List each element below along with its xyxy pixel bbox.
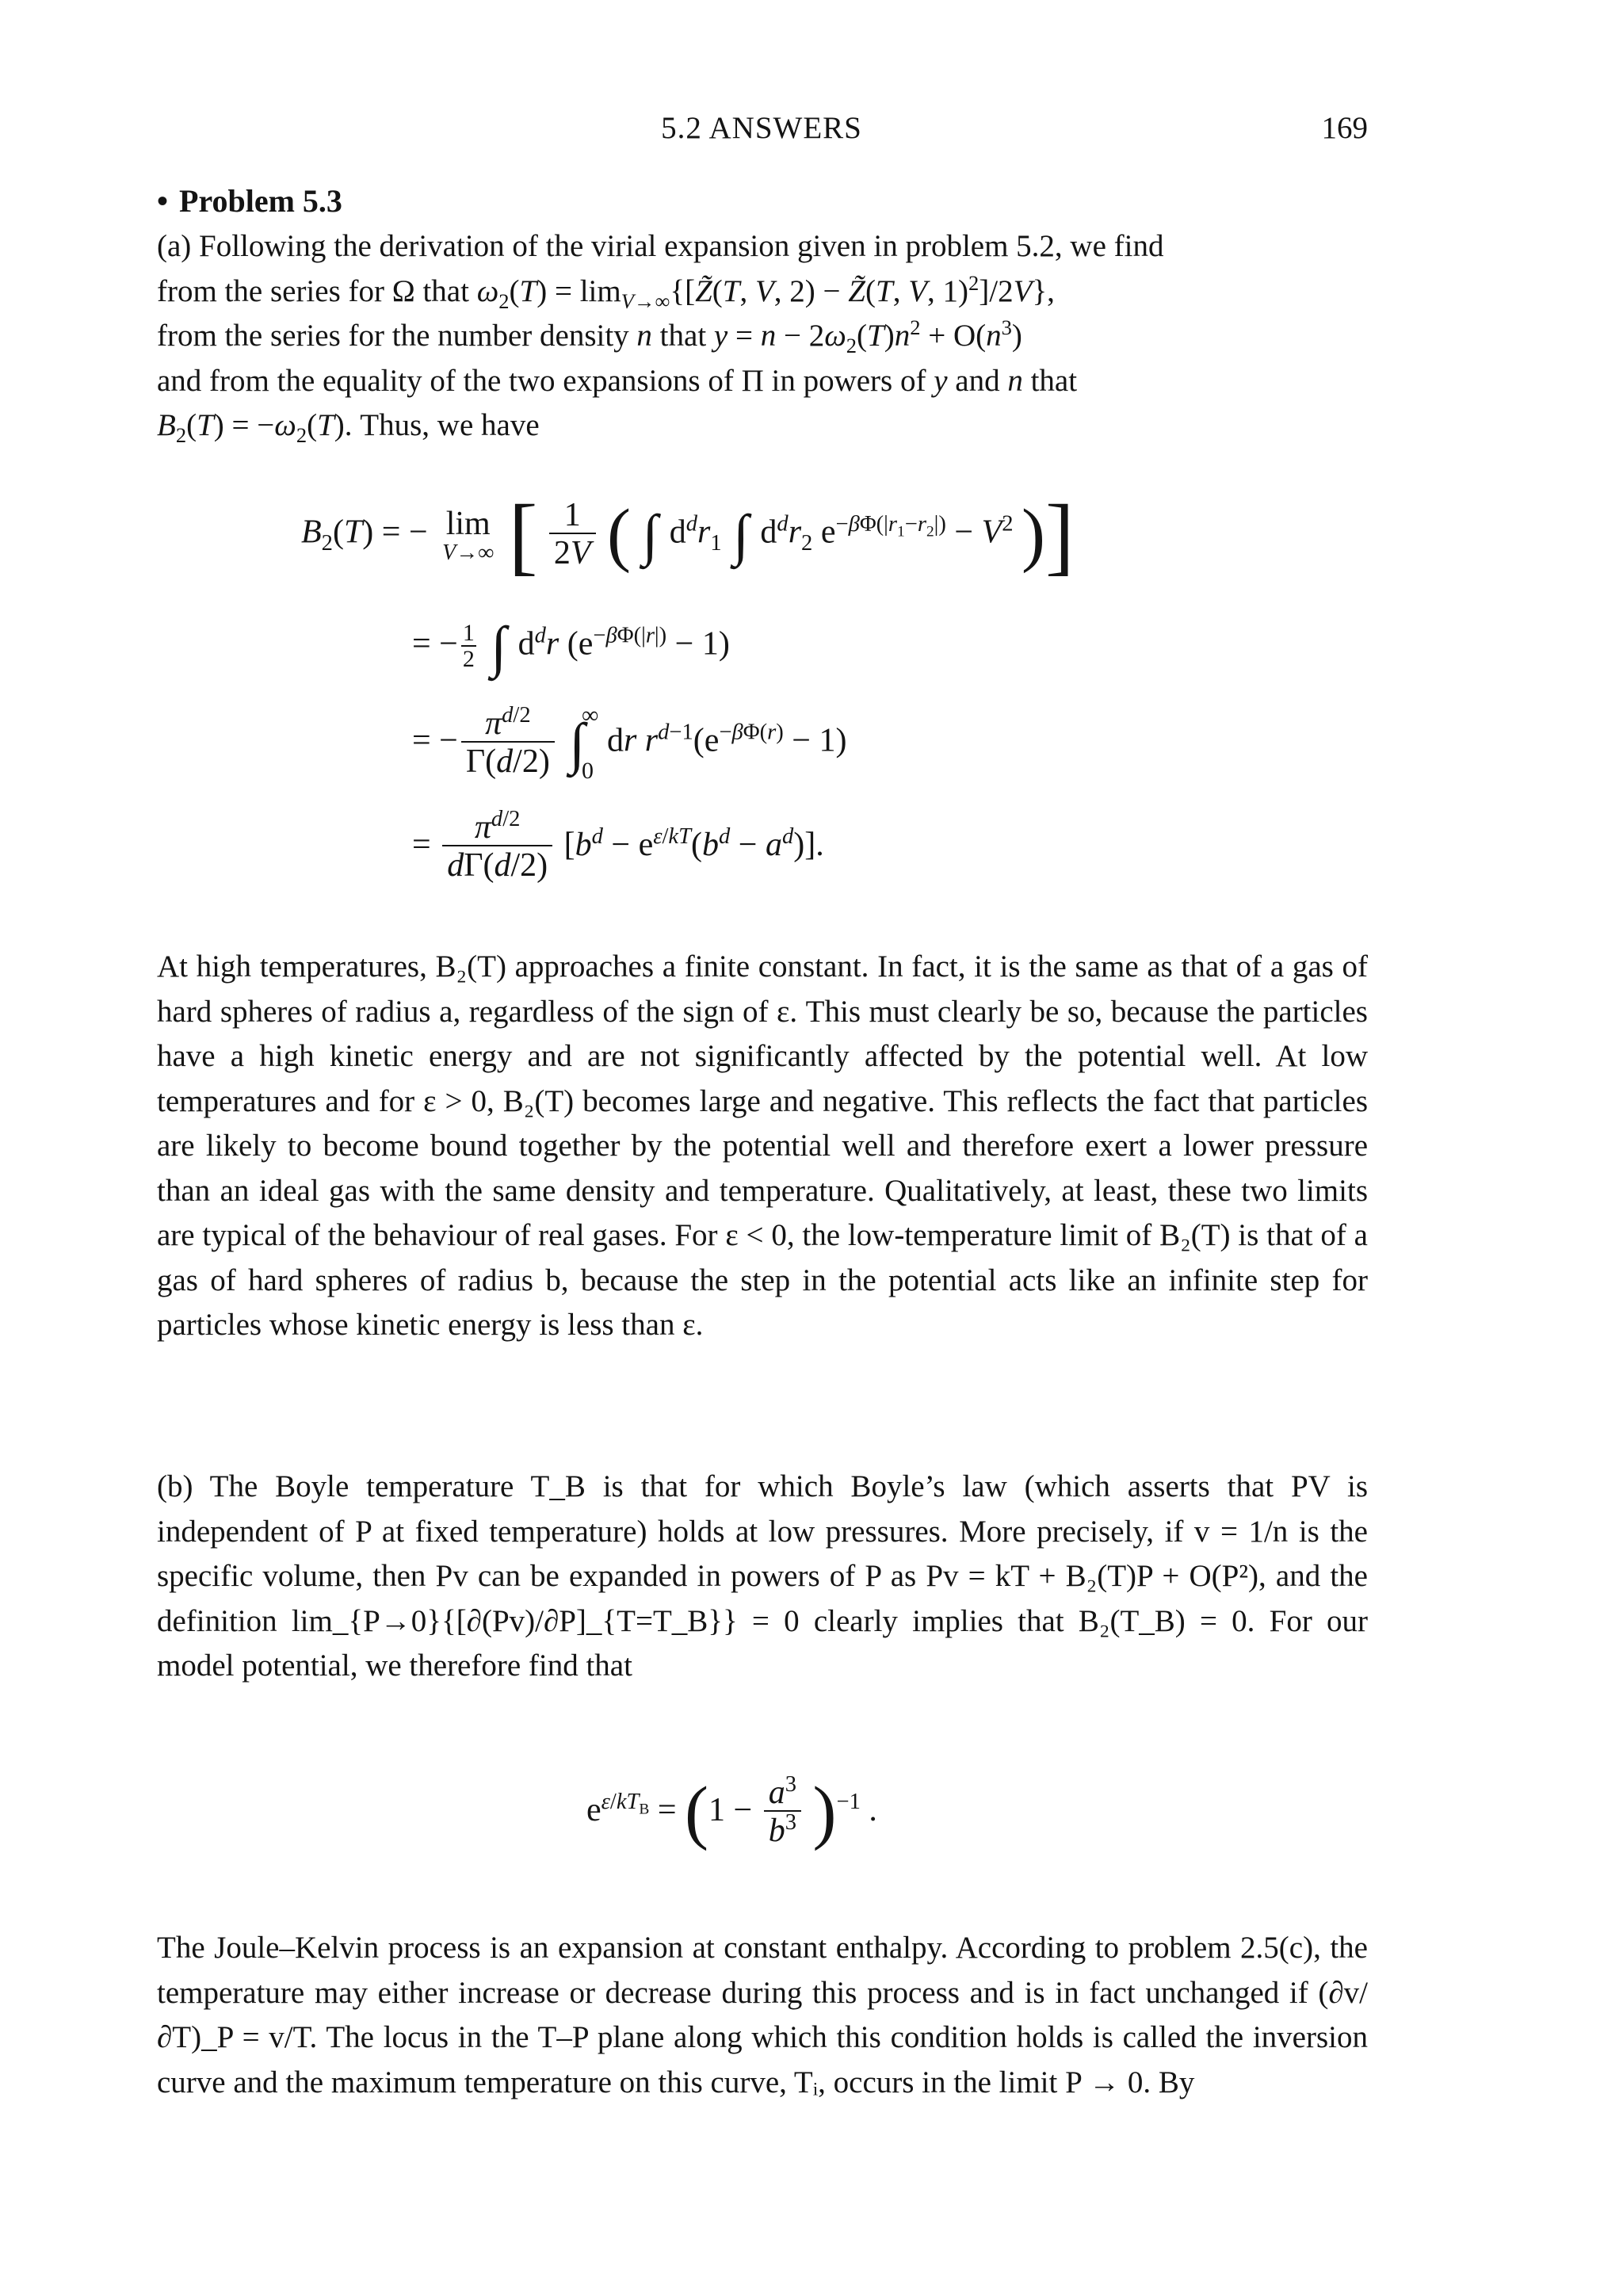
joule-kelvin-text: The Joule–Kelvin process is an expansion at constant enthalpy. According to problem 2.5(c), the temperature may either increase or decrease during this process and is in fact unchanged if (∂v/∂T)_P = v/T. The locus in the T–P plane along which this condition holds is called the inversion curve and the maximum temperature on this curve, Tᵢ, occurs in the limit P → 0. By <box>157 1931 1368 2099</box>
part-a-discussion-text: At high temperatures, B₂(T) approaches a finite constant. In fact, it is the same as that of a gas of hard spheres of radius a, regardless of the sign of ε. This must clearly be so, because the particles have a high kinetic energy and are not significantly affected by the potential well. At low temperatures and for ε > 0, B₂(T) becomes large and negative. This reflects the fact that particles are likely to become bound together by the potential well and therefore exert a lower pressure than an ideal gas with the same density and temperature. Qualitatively, at least, these two limits are typical of the behaviour of real gases. For ε < 0, the low-temperature limit of B₂(T) is that of a gas of hard spheres of radius b, because the step in the potential acts like an infinite step for particles whose kinetic energy is less than ε. <box>157 949 1368 1342</box>
joule-kelvin-paragraph <box>157 1926 1368 2105</box>
boyle-temperature-equation <box>586 1772 1062 1902</box>
boyle-equation-line: $e^{\varepsilon/kT_B} = (1$ − $\frac{a^3}{b^3}$ )$^{-1}$ . <box>586 1772 877 1852</box>
part-a-line-1: (a) Following the derivation of the virial expansion given in problem 5.2, we find <box>157 229 1164 263</box>
problem-heading <box>157 179 342 223</box>
part-a-intro-paragraph <box>157 224 1368 449</box>
part-a-line-3: from the series for the number density n that $y = n - 2\omega_2(T)n^2 + O(n^3)$ <box>157 315 1022 357</box>
part-a-discussion-paragraph <box>157 945 1368 1348</box>
problem-title: Problem 5.3 <box>179 183 342 219</box>
part-b-boyle-paragraph <box>157 1465 1368 1689</box>
part-b-boyle-text: (b) The Boyle temperature T_B is that for which Boyle’s law (which asserts that PV is independent of P at fixed temperature) holds at low pressures. More precisely, if v = 1/n is the specific volume, then Pv can be expanded in powers of P as Pv = kT + B₂(T)P + O(P²), and the definition lim_{P→0}{[∂(Pv)/∂P]_{T=T_B}} = 0 clearly implies that B₂(T_B) = 0. For our model potential, we therefore find that <box>157 1469 1368 1683</box>
equation-line-3: = − $\frac{\pi^{d/2}}{\Gamma(d/2)}$ ∫ ∞ 0 dr $r^{d-1}(e^{-\beta\Phi(r)} - 1)$ <box>412 702 847 784</box>
equation-line-4: = $\frac{\pi^{d/2}}{d\Gamma(d/2)}$ $[b^d - e^{\varepsilon/kT}(b^d - a^d)]$. <box>412 807 824 884</box>
equation-line-1: $B_2(T)$ = − lim V→∞ [ $\frac{1}{2V}$ ( ∫ $d^dr_1$ ∫ $d^dr_2$ $e^{-\beta\Phi(|r_1-r_2|)} - V^2$ )] <box>301 487 1075 583</box>
part-a-line-4: and from the equality of the two expansions of Π in powers of y and n that <box>157 363 1078 398</box>
part-a-line-5: $B_2(T) = -\omega_2(T)$. Thus, we have <box>157 408 540 447</box>
part-a-line-2: from the series for Ω that $\omega_2(T)$ = $\lim_{V\to\infty}\{[Z̃(T$, V, 2) − Z̃(T, V, 1)$^2$]/2V}, <box>157 270 1055 313</box>
page-number: 169 <box>1321 111 1368 145</box>
bullet-icon: • <box>157 183 169 219</box>
page-header <box>155 105 1368 152</box>
running-title: 5.2 ANSWERS <box>661 111 862 145</box>
equation-line-2: = − $\frac{1}{2}$ ∫ $d^dr$ $(e^{-\beta\Phi(|r|)} - 1)$ <box>412 615 730 678</box>
b2-derivation-equation <box>301 487 1363 935</box>
limit-operator: lim V→∞ <box>442 505 495 566</box>
